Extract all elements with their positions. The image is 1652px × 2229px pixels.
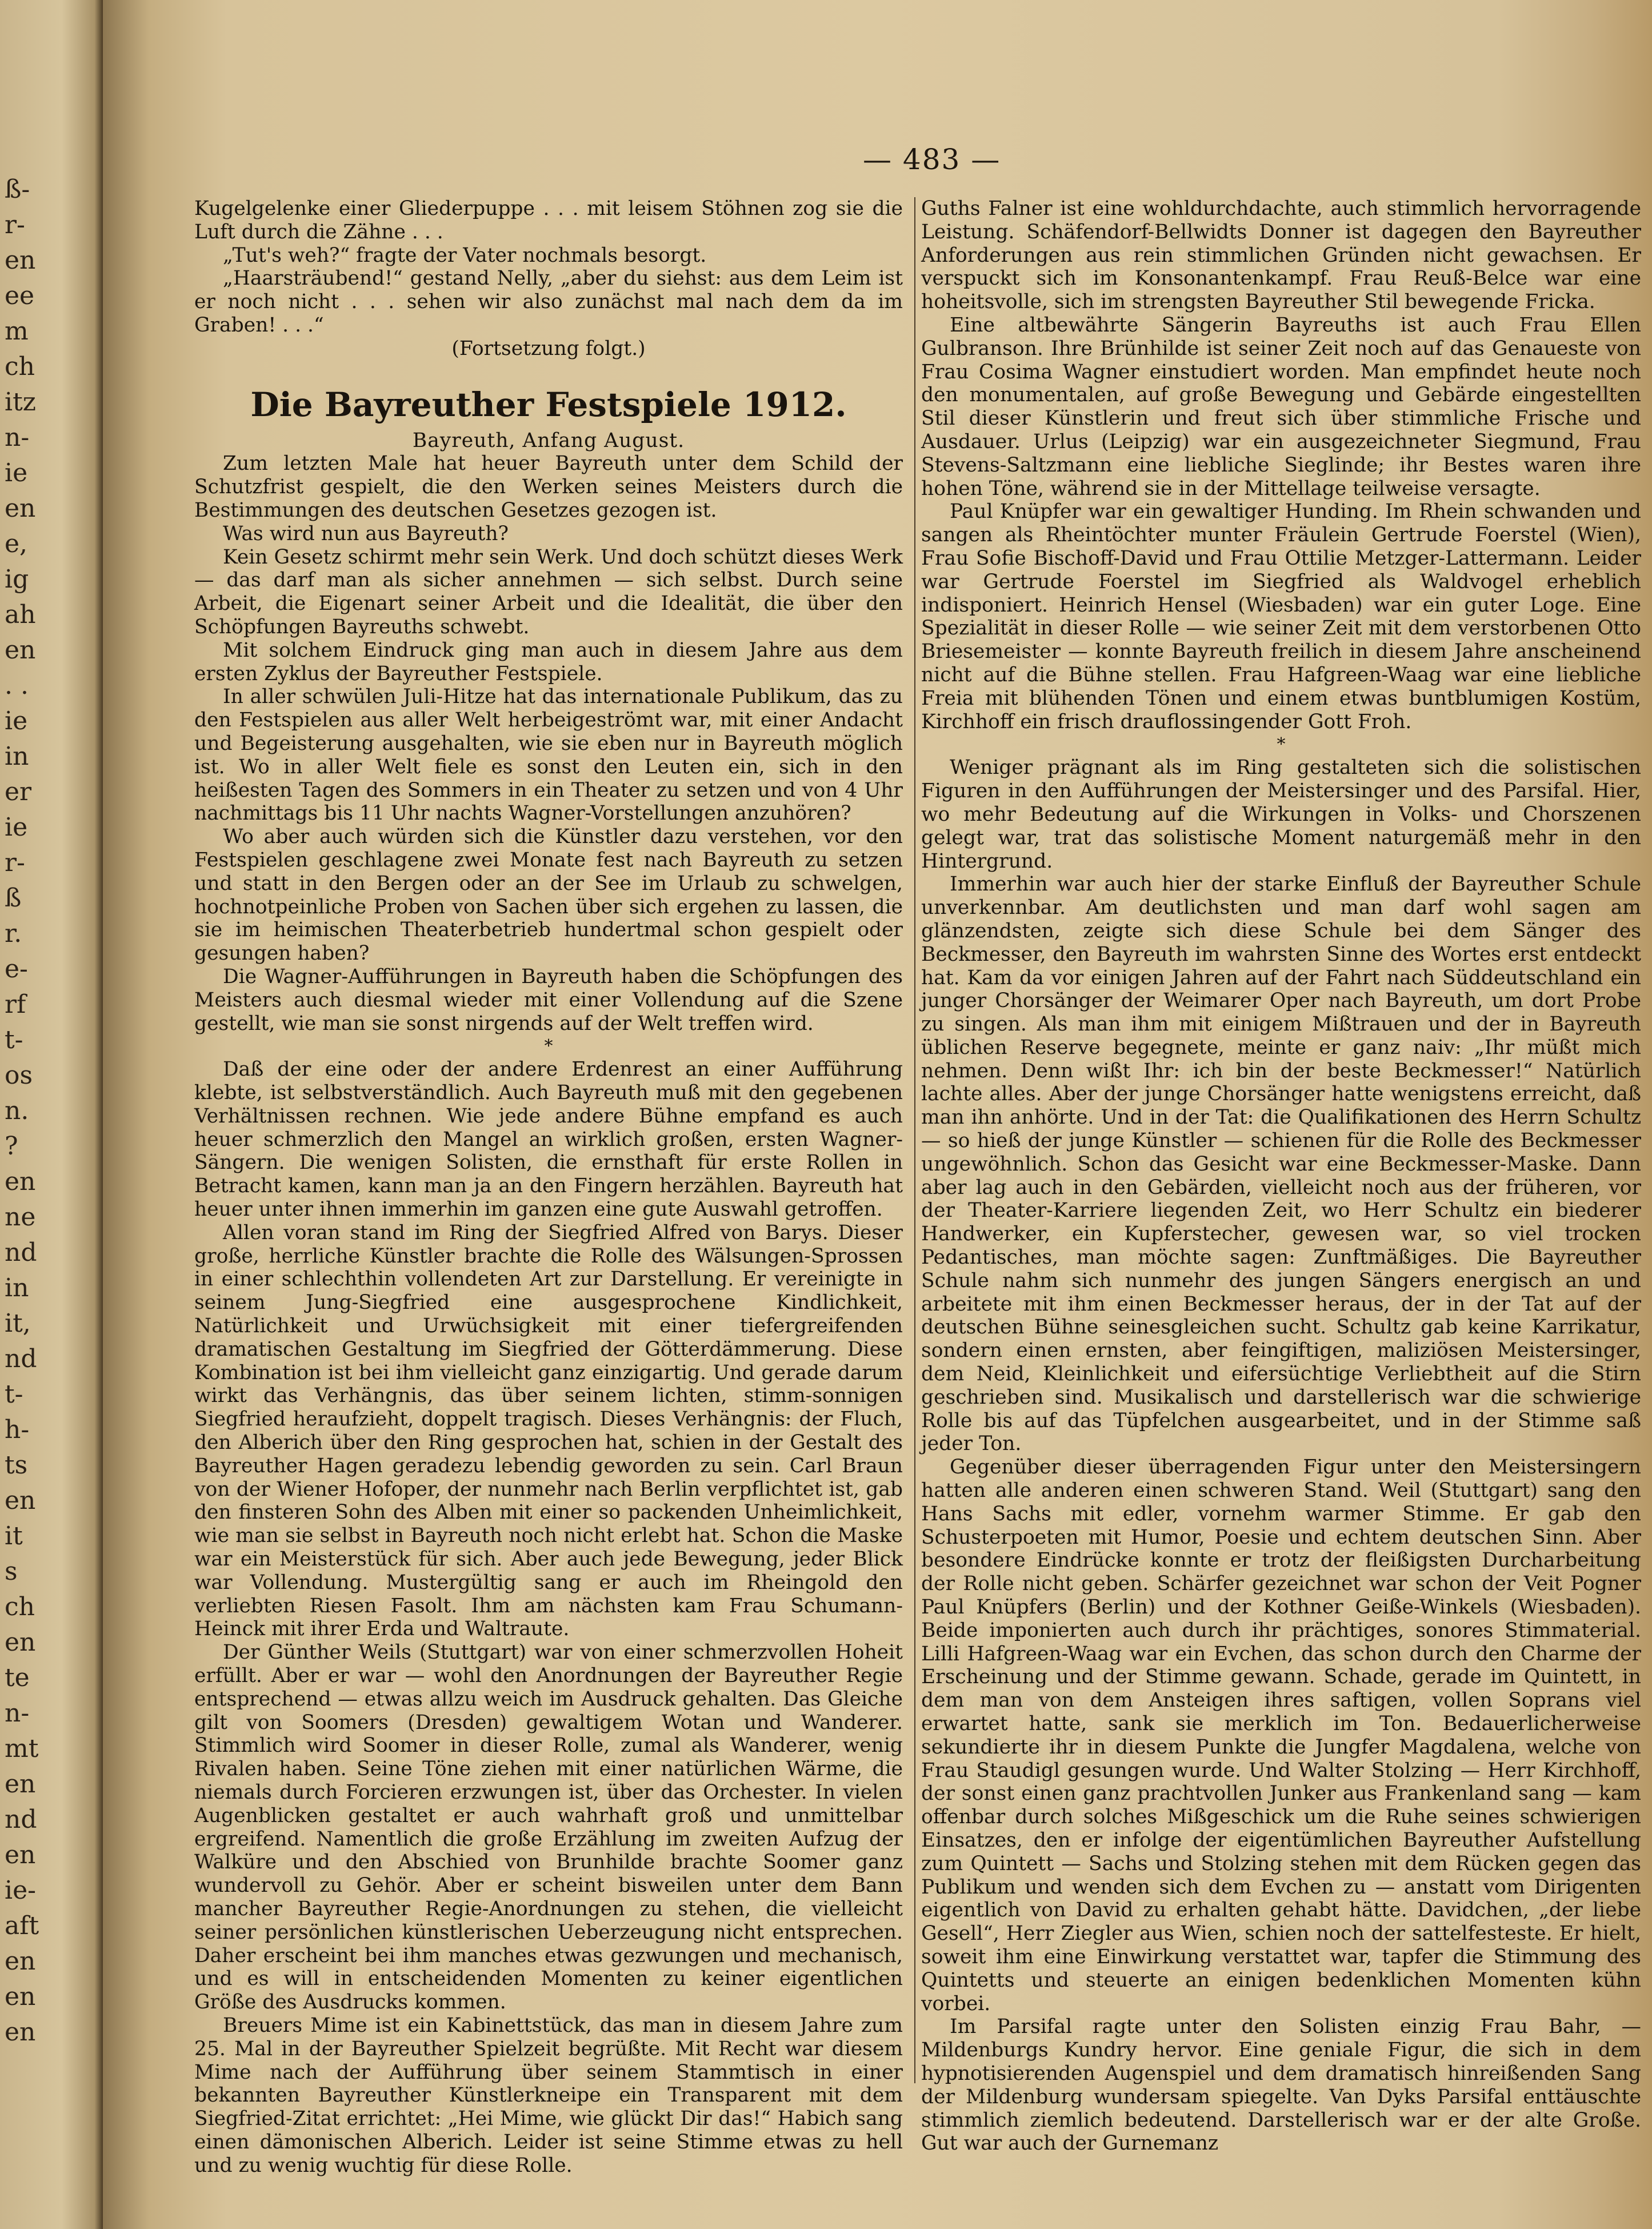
to-be-continued-note: (Fortsetzung folgt.) bbox=[451, 337, 646, 360]
facing-page-fragment: m bbox=[5, 317, 29, 346]
story-continuation-line: „Haarsträubend!“ gestand Nelly, „aber du siehst: aus dem Leim ist er noch nicht . . . sehen wir also zunächst mal nach dem da im Graben! . . .“ bbox=[194, 267, 903, 337]
article-paragraph: Kein Gesetz schirmt mehr sein Werk. Und doch schützt dieses Werk — das darf man als sicher annehmen — sich selbst. Durch seine Arbeit, die Eigenart seiner Arbeit und die Idealität, die über den Schöpfungen Bayreuths schwebt. bbox=[194, 545, 903, 638]
facing-page-fragment: ie bbox=[5, 706, 28, 736]
facing-page-fragment: ee bbox=[5, 281, 35, 310]
article-paragraph: Die Wagner-Aufführungen in Bayreuth haben die Schöpfungen des Meisters auch diesmal wieder mit einer Vollendung auf die Szene gestellt, wie man sie sonst nirgends auf der Welt treffen wird. bbox=[194, 965, 903, 1035]
article-paragraph: Im Parsifal ragte unter den Solisten einzig Frau Bahr, — Mildenburgs Kundry hervor. Eine geniale Figur, die sich in dem hypnotisierenden Augenspiel und dem dramatisch hinreißenden Sang der Mildenburg wundersam spiegelte. Van Dyks Parsifal enttäuschte stimmlich ziemlich bedeutend. Darstellerisch war er der alte Große. Gut war auch der Gurnemanz bbox=[921, 2015, 1641, 2155]
right-column bbox=[921, 197, 1641, 2155]
story-continuation-line: Kugelgelenke einer Gliederpuppe . . . mit leisem Stöhnen zog sie die Luft durch die Zähne . . . bbox=[194, 197, 903, 243]
facing-page-fragment: h- bbox=[5, 1415, 30, 1444]
article-paragraph: In aller schwülen Juli-Hitze hat das internationale Publikum, das zu den Festspielen aus aller Welt herbeigeströmt war, mit einer Andacht und Begeisterung ausgehalten, wie sie eben nur in Bayreuth möglich ist. Wo in aller Welt fiele es sonst den Leuten ein, sich in den heißesten Tagen des Sommers in ein Theater zu setzen und von 4 Uhr nachmittags bis 11 Uhr nachts Wagner-Vorstellungen anzuhören? bbox=[194, 685, 903, 825]
article-paragraph: Gegenüber dieser überragenden Figur unter den Meistersingern hatten alle anderen einen schweren Stand. Weil (Stuttgart) sang den Hans Sachs mit edler, vornehm warmer Stimme. Er gab den Schusterpoeten mit Humor, Poesie und echtem deutschen Sinn. Aber besondere Eindrücke konnte er trotz der fleißigsten Durcharbeitung der Rolle nicht geben. Schärfer gezeichnet war schon der Veit Pogner Paul Knüpfers (Berlin) und der Kothner Geiße-Winkels (Wiesbaden). Beide imponierten auch durch ihr prächtiges, sonores Stimmaterial. Lilli Hafgreen-Waag war ein Evchen, das schon durch den Charme der Erscheinung und der Stimme gewann. Schade, gerade im Quintett, in dem man von dem Ansteigen ihres saftigen, vollen Soprans viel erwartet hatte, sank sie merklich im Ton. Bedauerlicherweise sekundierte ihr in diesem Punkte die Jungfer Magdalena, welche von Frau Staudigl gesungen wurde. Und Walter Stolzing — Herr Kirchhoff, der sonst einen ganz prachtvollen Junker aus Frankenland sang — kam offenbar durch solches Mißgeschick um die Ruhe seines schwierigen Einsatzes, den er infolge der eigentümlichen Bayreuther Aufstellung zum Quintett — Sachs und Stolzing stehen mit dem Rücken gegen das Publikum und wenden sich dem Evchen zu — anstatt vom Dirigenten eigentlich von David zu erhalten gehabt hätte. Davidchen, „der liebe Gesell“, Herr Ziegler aus Wien, schien noch der sattelfesteste. Er hielt, soweit ihm eine Einwirkung verstattet war, tapfer die Stimmung des Quintetts und steuerte an einigen bedenklichen Momenten kühn vorbei. bbox=[921, 1456, 1641, 2015]
article-paragraph: Was wird nun aus Bayreuth? bbox=[223, 522, 509, 545]
facing-page-fragment: ch bbox=[5, 352, 35, 381]
facing-page-fragment: t- bbox=[5, 1380, 23, 1409]
facing-page-fragment: n- bbox=[5, 1699, 30, 1728]
facing-page-fragment: s bbox=[5, 1557, 18, 1586]
facing-page-fragment: er bbox=[5, 777, 32, 806]
newspaper-page bbox=[103, 0, 1652, 2229]
article-paragraph: Breuers Mime ist ein Kabinettstück, das man in diesem Jahre zum 25. Mal in der Bayreuther Spielzeit begrüßte. Mit Recht war diesem Mime nach der Aufführung über seinem Stammtisch in einer bekannten Bayreuther Künstlerkneipe ein Transparent mit dem Siegfried-Zitat errichtet: „Hei Mime, wie glückt Dir das!“ Habich sang einen dämonischen Alberich. Leider ist seine Stimme etwas zu hell und zu wenig wuchtig für diese Rolle. bbox=[194, 2014, 903, 2177]
facing-page-fragment: ie- bbox=[5, 1876, 36, 1905]
facing-page-fragment: nd bbox=[5, 1344, 37, 1373]
facing-page-fragment: mt bbox=[5, 1734, 39, 1763]
facing-page-fragment: aft bbox=[5, 1911, 39, 1940]
article-paragraph: Immerhin war auch hier der starke Einfluß der Bayreuther Schule unverkennbar. Am deutlichsten und man darf wohl sagen am glänzendsten, zeigte sich diese Schule bei dem Sänger des Beckmesser, den Bayreuth im wahrsten Sinne des Wortes erst entdeckt hat. Kam da vor einigen Jahren auf der Fahrt nach Süddeutschland ein junger Chorsänger der Weimarer Oper nach Bayreuth, um dort Probe zu singen. Als man ihm mit einigem Mißtrauen und der in Bayreuth üblichen Reserve begegnete, meinte er ganz naiv: „Ihr müßt mich nehmen. Denn wißt Ihr: ich bin der beste Beckmesser!“ Natürlich lachte alles. Aber der junge Chorsänger hatte wenigstens erreicht, daß man ihn anhörte. Und in der Tat: die Qualifikationen des Herrn Schultz — so hieß der junge Künstler — schienen für die Rolle des Beckmesser ungewöhnlich. Schon das Gesicht war eine Beckmesser-Maske. Dann aber lag auch in den Gebärden, vielleicht noch aus der früheren, vor der Theater-Karriere liegenden Zeit, wo Herr Schultz ein biederer Handwerker, ein Kupferstecher, gewesen war, so viel trocken Pedantisches, man möchte sagen: Zunftmäßiges. Die Bayreuther Schule nahm sich nunmehr des jungen Sängers energisch an und arbeitete mit ihm einen Beckmesser heraus, der in der Tat auf der deutschen Bühne seinesgleichen sucht. Schultz gab keine Karrikatur, sondern einen ernsten, aber feingiftigen, maliziösen Meistersinger, dem Neid, Kleinlichkeit und eifersüchtige Verliebtheit auf die Stirn geschrieben sind. Musikalisch und darstellerisch war die schwierige Rolle bis auf das Tüpfelchen ausgearbeitet, und in der Stimme saß jeder Ton. bbox=[921, 873, 1641, 1456]
facing-page-fragment: n- bbox=[5, 423, 30, 452]
facing-page-fragment: it, bbox=[5, 1309, 31, 1338]
article-paragraph: Wo aber auch würden sich die Künstler dazu verstehen, vor den Festspielen geschlagene zwei Monate fest nach Bayreuth zu setzen und statt in den Bergen oder an der See im Urlaub zu schwelgen, hochnotpeinliche Proben von Sachen über sich ergehen zu lassen, die sie im heimischen Theaterbetrieb hundertmal schon gespielt oder gesungen haben? bbox=[194, 825, 903, 965]
facing-page-fragment: n. bbox=[5, 1096, 29, 1125]
article-paragraph: Paul Knüpfer war ein gewaltiger Hunding. Im Rhein schwanden und sangen als Rheintöchter munter Fräulein Gertrude Foerstel (Wien), Frau Sofie Bischoff-David und Frau Ottilie Metzger-Lattermann. Leider war Gertrude Foerstel im Siegfried als Waldvogel erheblich indisponiert. Heinrich Hensel (Wiesbaden) war ein guter Loge. Eine Spezialität in dieser Rolle — wie seiner Zeit mit dem verstorbenen Otto Briesemeister — konnte Bayreuth freilich in diesem Jahre anscheinend nicht auf die Bühne stellen. Frau Hafgreen-Waag war eine liebliche Freia mit blühenden Tönen und einem etwas buntblumigen Kostüm, Kirchhoff ein frisch drauflossingender Gott Froh. bbox=[921, 500, 1641, 733]
facing-page-fragment: os bbox=[5, 1061, 33, 1090]
facing-page-fragment: en bbox=[5, 1840, 36, 1870]
facing-page-fragment: nd bbox=[5, 1238, 37, 1267]
facing-page-fragment: . . bbox=[5, 671, 29, 700]
facing-page-fragment: r- bbox=[5, 210, 25, 239]
facing-page-fragment: en bbox=[5, 1628, 36, 1657]
facing-page-fragment: en bbox=[5, 636, 36, 665]
article-paragraph: Daß der eine oder der andere Erdenrest an einer Aufführung klebte, ist selbstverständlich. Auch Bayreuth muß mit den gegebenen Verhältnissen rechnen. Wie jede andere Bühne empfand es auch heuer schmerzlich den Mangel an wirklich großen, ersten Wagner-Sängern. Die wenigen Solisten, die ernsthaft für erste Rollen in Betracht kamen, kann man ja an den Fingern herzählen. Bayreuth hat heuer unter ihnen immerhin im ganzen eine gute Auswahl getroffen. bbox=[194, 1058, 903, 1221]
facing-page-fragment: nd bbox=[5, 1805, 37, 1834]
page-number: — 483 — bbox=[863, 143, 1001, 176]
article-paragraph: Mit solchem Eindruck ging man auch in diesem Jahre aus dem ersten Zyklus der Bayreuther Festspiele. bbox=[194, 638, 903, 685]
article-headline: Die Bayreuther Festspiele 1912. bbox=[250, 385, 847, 424]
facing-page-fragment: ah bbox=[5, 600, 36, 629]
facing-page-fragment: en bbox=[5, 1167, 36, 1196]
facing-page-fragment: en bbox=[5, 2018, 36, 2047]
facing-page-fragment: itz bbox=[5, 388, 36, 417]
facing-page-fragment: r. bbox=[5, 919, 22, 948]
facing-page-fragment: ß- bbox=[5, 175, 30, 204]
article-dateline: Bayreuth, Anfang August. bbox=[412, 429, 685, 452]
facing-page-fragment: en bbox=[5, 494, 36, 523]
column-rule bbox=[914, 197, 915, 2083]
facing-page-fragment: ne bbox=[5, 1203, 36, 1232]
facing-page-fragment: it bbox=[5, 1521, 23, 1551]
facing-page-fragment: r- bbox=[5, 848, 25, 877]
left-column bbox=[194, 197, 903, 2178]
section-separator-star: * bbox=[544, 1036, 553, 1057]
article-paragraph: Guths Falner ist eine wohldurchdachte, auch stimmlich hervorragende Leistung. Schäfendorf-Bellwidts Donner ist dagegen den Bayreuther Anforderungen aus rein stimmlichen Gründen nicht gewachsen. Er verspuckt sich im Konsonantenkampf. Frau Reuß-Belce war eine hoheitsvolle, sich im strengsten Bayreuther Stil bewegende Fricka. bbox=[921, 197, 1641, 314]
facing-page-fragment: ? bbox=[5, 1132, 18, 1161]
facing-page-fragment: t- bbox=[5, 1025, 23, 1054]
facing-page-fragment: en bbox=[5, 1486, 36, 1515]
facing-page-fragment: rf bbox=[5, 990, 26, 1019]
facing-page-fragment: ß bbox=[5, 884, 22, 913]
facing-page-fragment: ig bbox=[5, 565, 29, 594]
facing-page-fragment: te bbox=[5, 1663, 30, 1692]
facing-page-fragment: en bbox=[5, 1982, 36, 2011]
article-paragraph: Der Günther Weils (Stuttgart) war von einer schmerzvollen Hoheit erfüllt. Aber er war — wohl den Anordnungen der Bayreuther Regie entsprechend — etwas allzu weich im Ausdruck gehalten. Das Gleiche gilt von Soomers (Dresden) gewaltigem Wotan und Wanderer. Stimmlich wird Soomer in dieser Rolle, zumal als Wanderer, wenig Rivalen haben. Seine Töne ziehen mit einer natürlichen Wärme, die niemals durch Forcieren erzwungen ist, über das Orchester. In vielen Augenblicken gestaltet er auch wahrhaft groß und unmittelbar ergreifend. Namentlich die große Erzählung im zweiten Aufzug der Walküre und den Abschied von Brunhilde brachte Soomer ganz wundervoll zu Gehör. Aber er scheint bisweilen unter dem Bann mancher Bayreuther Regie-Anordnungen zu stehen, die vielleicht seiner persönlichen künstlerischen Ueberzeugung nicht entsprechen. Daher erscheint bei ihm manches etwas gezwungen und mechanisch, und es will in entscheidenden Momenten zu keiner eigentlichen Größe des Ausdrucks kommen. bbox=[194, 1641, 903, 2014]
facing-page-fragment: en bbox=[5, 246, 36, 275]
facing-page-fragment: e, bbox=[5, 529, 28, 558]
facing-page-fragment: en bbox=[5, 1947, 36, 1976]
article-paragraph: Allen voran stand im Ring der Siegfried Alfred von Barys. Dieser große, herrliche Künstler brachte die Rolle des Wälsungen-Sprossen in einer schlechthin vollendeten Art zur Darstellung. Er vereinigte in seinem Jung-Siegfried eine ausgesprochene Kindlichkeit, Natürlichkeit und Urwüchsigkeit mit einer tiefergreifenden dramatischen Gestaltung im Siegfried der Götterdämmerung. Diese Kombination ist bei ihm vielleicht ganz einzigartig. Und gerade darum wirkt das Verhängnis, das über seinem lichten, stimm-sonnigen Siegfried heraufzieht, doppelt tragisch. Dieses Verhängnis: der Fluch, den Alberich über den Ring gesprochen hat, schien in der Gestalt des Bayreuther Hagen geradezu lebendig geworden zu sein. Carl Braun von der Wiener Hofoper, der nunmehr nach Berlin verpflichtet ist, gab den finsteren Sohn des Alben mit einer so packenden Unheimlichkeit, wie man sie selbst in Bayreuth noch nicht erlebt hat. Schon die Maske war ein Meisterstück für sich. Aber auch jede Bewegung, jeder Blick war Vollendung. Mustergültig sang er auch im Rheingold den verliebten Riesen Fasolt. Ihm am nächsten kam Frau Schumann-Heinck mit ihrer Erda und Waltraute. bbox=[194, 1221, 903, 1641]
article-paragraph: Weniger prägnant als im Ring gestalteten sich die solistischen Figuren in den Aufführungen der Meistersinger und des Parsifal. Hier, wo mehr Bedeutung auf die Wirkungen in Volks- und Chorszenen gelegt war, trat das solistische Moment naturgemäß mehr in den Hintergrund. bbox=[921, 756, 1641, 873]
facing-page-fragment: en bbox=[5, 1769, 36, 1799]
facing-page-fragment: in bbox=[5, 1273, 29, 1303]
section-separator-star: * bbox=[1277, 734, 1286, 755]
facing-page-fragment: ts bbox=[5, 1451, 28, 1480]
facing-page-fragment: ie bbox=[5, 813, 28, 842]
facing-page-fragment: ch bbox=[5, 1592, 35, 1621]
facing-page-edge bbox=[0, 0, 103, 2229]
story-continuation-line: „Tut's weh?“ fragte der Vater nochmals besorgt. bbox=[223, 243, 707, 267]
facing-page-fragment: e- bbox=[5, 954, 28, 984]
facing-page-fragment: ie bbox=[5, 458, 28, 488]
facing-page-fragment: in bbox=[5, 742, 29, 771]
article-paragraph: Eine altbewährte Sängerin Bayreuths ist auch Frau Ellen Gulbranson. Ihre Brünhilde ist seiner Zeit noch auf das Genaueste von Frau Cosima Wagner einstudiert worden. Man empfindet heute noch den monumentalen, auf große Bewegung und Gebärde eingestellten Stil dieser Künstlerin und freut sich über stimmliche Frische und Ausdauer. Urlus (Leipzig) war ein ausgezeichneter Siegmund, Frau Stevens-Saltzmann eine liebliche Sieglinde; ihr Bestes waren ihre hohen Töne, während sie in der Mittellage teilweise versagte. bbox=[921, 313, 1641, 500]
article-paragraph: Zum letzten Male hat heuer Bayreuth unter dem Schild der Schutzfrist gespielt, die den Werken seines Meisters durch die Bestimmungen des deutschen Gesetzes gezogen ist. bbox=[194, 452, 903, 522]
